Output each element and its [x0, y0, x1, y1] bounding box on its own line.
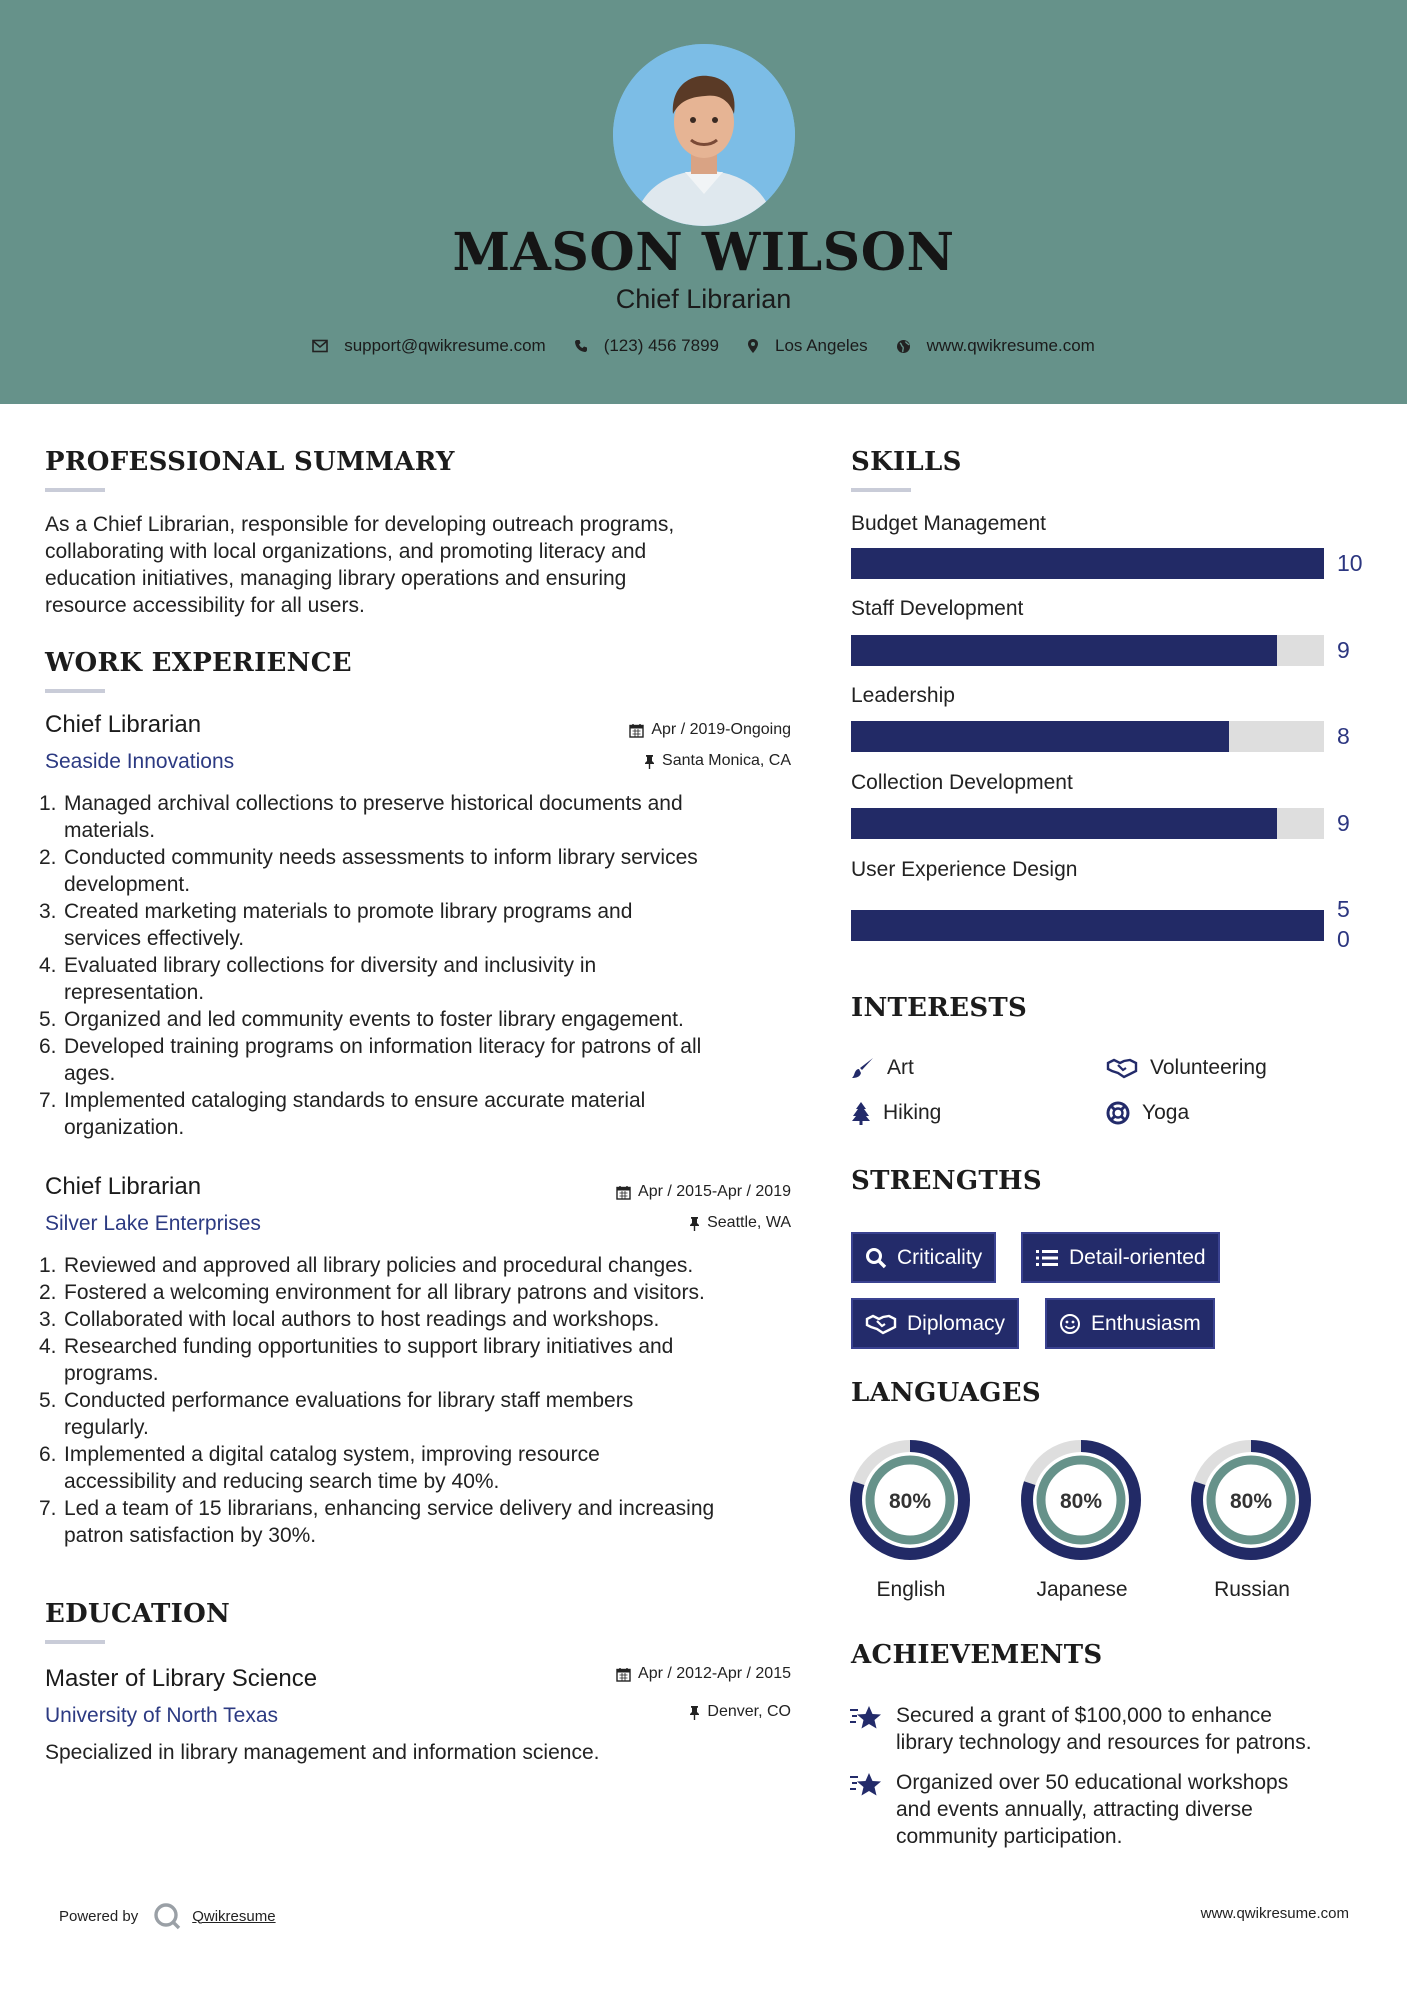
strength-badge	[851, 1232, 996, 1283]
duty-line: Researched funding opportunities to support library initiatives and	[64, 1335, 674, 1358]
duty-number: 4.	[39, 1335, 57, 1358]
duty-line: accessibility and reducing search time by 40%.	[64, 1470, 500, 1493]
job-title: Chief Librarian	[45, 1173, 202, 1200]
lifebuoy-icon	[1106, 1101, 1130, 1125]
duty-line: Organized and led community events to foster library engagement.	[64, 1008, 684, 1031]
duty-line: Fostered a welcoming environment for all library patrons and visitors.	[64, 1281, 705, 1304]
footer-powered	[59, 1901, 276, 1931]
education-underline	[45, 1640, 105, 1644]
duty-line: Managed archival collections to preserve historical documents and	[64, 792, 683, 815]
duty-number: 6.	[39, 1443, 57, 1466]
duty-number: 4.	[39, 954, 57, 977]
achievement-line: library technology and resources for patrons.	[896, 1731, 1312, 1754]
duty-line: Developed training programs on information literacy for patrons of all	[64, 1035, 702, 1058]
footer-website[interactable]: www.qwikresume.com	[1200, 1905, 1349, 1922]
school-name[interactable]: University of North Texas	[45, 1704, 279, 1727]
duty-item	[39, 1252, 805, 1279]
job-location	[560, 752, 791, 770]
interest-label: Yoga	[1142, 1101, 1190, 1124]
duty-item	[39, 1279, 805, 1306]
interest-item	[1106, 1056, 1267, 1080]
skill-bar-fill	[851, 548, 1324, 579]
duty-item	[39, 1306, 805, 1333]
contact-phone[interactable]	[574, 336, 719, 356]
skills-heading: SKILLS	[851, 447, 962, 477]
skill-name: Staff Development	[851, 597, 1024, 620]
duty-item	[39, 1441, 805, 1495]
skills-underline	[851, 488, 911, 492]
duty-number: 5.	[39, 1008, 57, 1031]
skill-score: 9	[1337, 810, 1350, 836]
language-ring	[856, 1446, 964, 1554]
skill-name: Budget Management	[851, 512, 1046, 535]
duty-number: 7.	[39, 1089, 57, 1112]
globe-icon	[896, 339, 911, 354]
duty-line: Evaluated library collections for diversity and inclusivity in	[64, 954, 597, 977]
duty-number: 6.	[39, 1035, 57, 1058]
candidate-title: Chief Librarian	[615, 284, 792, 314]
duty-line: Collaborated with local authors to host readings and workshops.	[64, 1308, 660, 1331]
duty-line: patron satisfaction by 30%.	[64, 1524, 317, 1547]
summary-heading: PROFESSIONAL SUMMARY	[45, 447, 455, 477]
skill-bar-track	[851, 808, 1324, 839]
education-location-text: Denver, CO	[707, 1703, 791, 1720]
pushpin-icon	[644, 754, 655, 769]
language-percent: 80%	[1059, 1490, 1103, 1513]
location-text: Los Angeles	[775, 336, 868, 355]
duty-number: 5.	[39, 1389, 57, 1412]
tree-icon	[851, 1101, 871, 1125]
strength-label: Criticality	[897, 1245, 983, 1269]
skill-score: 8	[1337, 723, 1350, 749]
duty-item	[39, 1333, 805, 1387]
strength-label: Diplomacy	[907, 1311, 1006, 1335]
duty-line: regularly.	[64, 1416, 149, 1439]
contact-website[interactable]	[896, 336, 1095, 356]
phone-text: (123) 456 7899	[603, 336, 720, 355]
duty-item	[39, 790, 805, 844]
language-percent: 80%	[1229, 1490, 1273, 1513]
envelope-icon	[312, 339, 328, 353]
duty-number: 2.	[39, 846, 57, 869]
duty-number: 3.	[39, 900, 57, 923]
language-ring	[1197, 1446, 1305, 1554]
duty-item	[39, 1033, 805, 1087]
skill-bar-fill	[851, 808, 1277, 839]
summary-line: resource accessibility for all users.	[45, 594, 365, 617]
interest-item	[1106, 1101, 1189, 1125]
duty-line: Led a team of 15 librarians, enhancing service delivery and increasing	[64, 1497, 715, 1520]
job-dates-text: Apr / 2015-Apr / 2019	[638, 1183, 791, 1200]
map-pin-icon	[747, 338, 759, 354]
company-name[interactable]: Silver Lake Enterprises	[45, 1212, 261, 1235]
qwikresume-logo-icon	[152, 1901, 182, 1931]
summary-text	[45, 511, 805, 619]
duty-line: ages.	[64, 1062, 116, 1085]
language-name: English	[876, 1578, 946, 1601]
language-name: Japanese	[1036, 1578, 1128, 1601]
skill-name: Collection Development	[851, 771, 1073, 794]
achievement-text	[896, 1702, 1366, 1756]
job-dates	[560, 1183, 791, 1201]
pushpin-icon	[689, 1705, 700, 1720]
powered-by-text: Powered by	[59, 1907, 139, 1925]
star-icon	[849, 1704, 883, 1732]
education-location	[560, 1703, 791, 1721]
language-percent: 80%	[888, 1490, 932, 1513]
phone-icon	[574, 339, 588, 353]
duty-line: services effectively.	[64, 927, 245, 950]
strength-label: Detail-oriented	[1069, 1245, 1206, 1269]
strength-badge	[1045, 1298, 1215, 1349]
language-rings	[840, 1434, 1330, 1570]
calendar-icon	[616, 1667, 631, 1682]
interest-label: Volunteering	[1150, 1056, 1267, 1079]
achievements-heading: ACHIEVEMENTS	[851, 1640, 1103, 1670]
interest-label: Hiking	[883, 1101, 942, 1124]
contact-location	[747, 336, 868, 356]
skill-bar-fill	[851, 910, 1324, 941]
language-ring	[1027, 1446, 1135, 1554]
duty-item	[39, 1387, 805, 1441]
duty-number: 1.	[39, 792, 57, 815]
skill-bar-track	[851, 548, 1324, 579]
duty-item	[39, 1495, 805, 1549]
skill-score	[1337, 894, 1350, 954]
duty-line: Reviewed and approved all library policies and procedural changes.	[64, 1254, 694, 1277]
duty-number: 3.	[39, 1308, 57, 1331]
duty-line: Implemented cataloging standards to ensure accurate material	[64, 1089, 646, 1112]
handshake-icon	[1106, 1057, 1138, 1079]
skill-bar-fill	[851, 721, 1229, 752]
company-name[interactable]: Seaside Innovations	[45, 750, 235, 773]
job-duties-list	[39, 1252, 805, 1549]
skill-bar-fill	[851, 635, 1277, 666]
education-heading: EDUCATION	[45, 1599, 231, 1629]
job-location-text: Santa Monica, CA	[662, 752, 791, 769]
job-location	[560, 1214, 791, 1232]
resume-header	[0, 0, 1407, 404]
summary-line: collaborating with local organizations, and promoting literacy and	[45, 540, 647, 563]
footer-brand-link[interactable]: Qwikresume	[192, 1907, 276, 1925]
skill-bar-track	[851, 635, 1324, 666]
duty-number: 1.	[39, 1254, 57, 1277]
job-title: Chief Librarian	[45, 711, 202, 738]
experience-heading: WORK EXPERIENCE	[45, 648, 352, 678]
achievement-text	[896, 1769, 1366, 1850]
contact-bar	[0, 336, 1407, 356]
job-dates	[560, 721, 791, 739]
search-icon	[865, 1247, 887, 1269]
job-dates-text: Apr / 2019-Ongoing	[651, 721, 791, 738]
pushpin-icon	[689, 1216, 700, 1231]
contact-email[interactable]	[312, 336, 546, 356]
duty-line: Created marketing materials to promote library programs and	[64, 900, 633, 923]
duty-item	[39, 952, 805, 1006]
skill-name: Leadership	[851, 684, 955, 707]
achievement-line: Secured a grant of $100,000 to enhance	[896, 1704, 1272, 1727]
summary-line: education initiatives, managing library operations and ensuring	[45, 567, 627, 590]
education-description: Specialized in library management and information science.	[45, 1741, 600, 1764]
skill-score-line: 5	[1337, 896, 1350, 922]
strength-label: Enthusiasm	[1091, 1311, 1201, 1335]
duty-line: representation.	[64, 981, 205, 1004]
duty-item	[39, 1087, 805, 1141]
duty-line: Implemented a digital catalog system, improving resource	[64, 1443, 600, 1466]
job-duties-list	[39, 790, 805, 1141]
summary-underline	[45, 488, 105, 492]
skill-name: User Experience Design	[851, 858, 1078, 881]
person-avatar-icon	[613, 44, 795, 226]
strengths-heading: STRENGTHS	[851, 1166, 1042, 1196]
duty-item	[39, 844, 805, 898]
degree-title: Master of Library Science	[45, 1665, 318, 1692]
handshake-icon	[865, 1313, 897, 1335]
duty-line: Conducted performance evaluations for library staff members	[64, 1389, 634, 1412]
education-dates-text: Apr / 2012-Apr / 2015	[638, 1665, 791, 1682]
skill-score: 9	[1337, 637, 1350, 663]
duty-line: materials.	[64, 819, 156, 842]
achievement-line: community participation.	[896, 1825, 1123, 1848]
languages-heading: LANGUAGES	[851, 1378, 1041, 1408]
skill-score-line: 0	[1337, 926, 1350, 952]
education-dates	[560, 1665, 791, 1683]
skill-score: 10	[1337, 550, 1363, 576]
strength-badge	[851, 1298, 1019, 1349]
candidate-name: MASON WILSON	[452, 222, 955, 283]
experience-underline	[45, 689, 105, 693]
paintbrush-icon	[851, 1056, 875, 1080]
skill-bar-track	[851, 910, 1324, 941]
skill-bar-track	[851, 721, 1324, 752]
duty-line: Conducted community needs assessments to inform library services	[64, 846, 698, 869]
achievement-line: and events annually, attracting diverse	[896, 1798, 1253, 1821]
calendar-icon	[629, 723, 644, 738]
duty-number: 2.	[39, 1281, 57, 1304]
duty-number: 7.	[39, 1497, 57, 1520]
strength-badge	[1021, 1232, 1220, 1283]
duty-line: development.	[64, 873, 191, 896]
duty-item	[39, 898, 805, 952]
duty-line: organization.	[64, 1116, 185, 1139]
interests-heading: INTERESTS	[851, 993, 1028, 1023]
smile-icon	[1059, 1313, 1081, 1335]
interest-item	[851, 1056, 914, 1080]
profile-photo	[613, 44, 795, 226]
interest-item	[851, 1101, 941, 1125]
duty-item	[39, 1006, 805, 1033]
interest-label: Art	[887, 1056, 914, 1079]
website-text: www.qwikresume.com	[926, 336, 1095, 355]
achievement-line: Organized over 50 educational workshops	[896, 1771, 1289, 1794]
calendar-icon	[616, 1185, 631, 1200]
list-icon	[1035, 1248, 1059, 1268]
duty-line: programs.	[64, 1362, 159, 1385]
summary-line: As a Chief Librarian, responsible for developing outreach programs,	[45, 513, 675, 536]
email-text: support@qwikresume.com	[344, 336, 546, 355]
job-location-text: Seattle, WA	[707, 1214, 791, 1231]
star-icon	[849, 1771, 883, 1799]
language-name: Russian	[1214, 1578, 1290, 1601]
